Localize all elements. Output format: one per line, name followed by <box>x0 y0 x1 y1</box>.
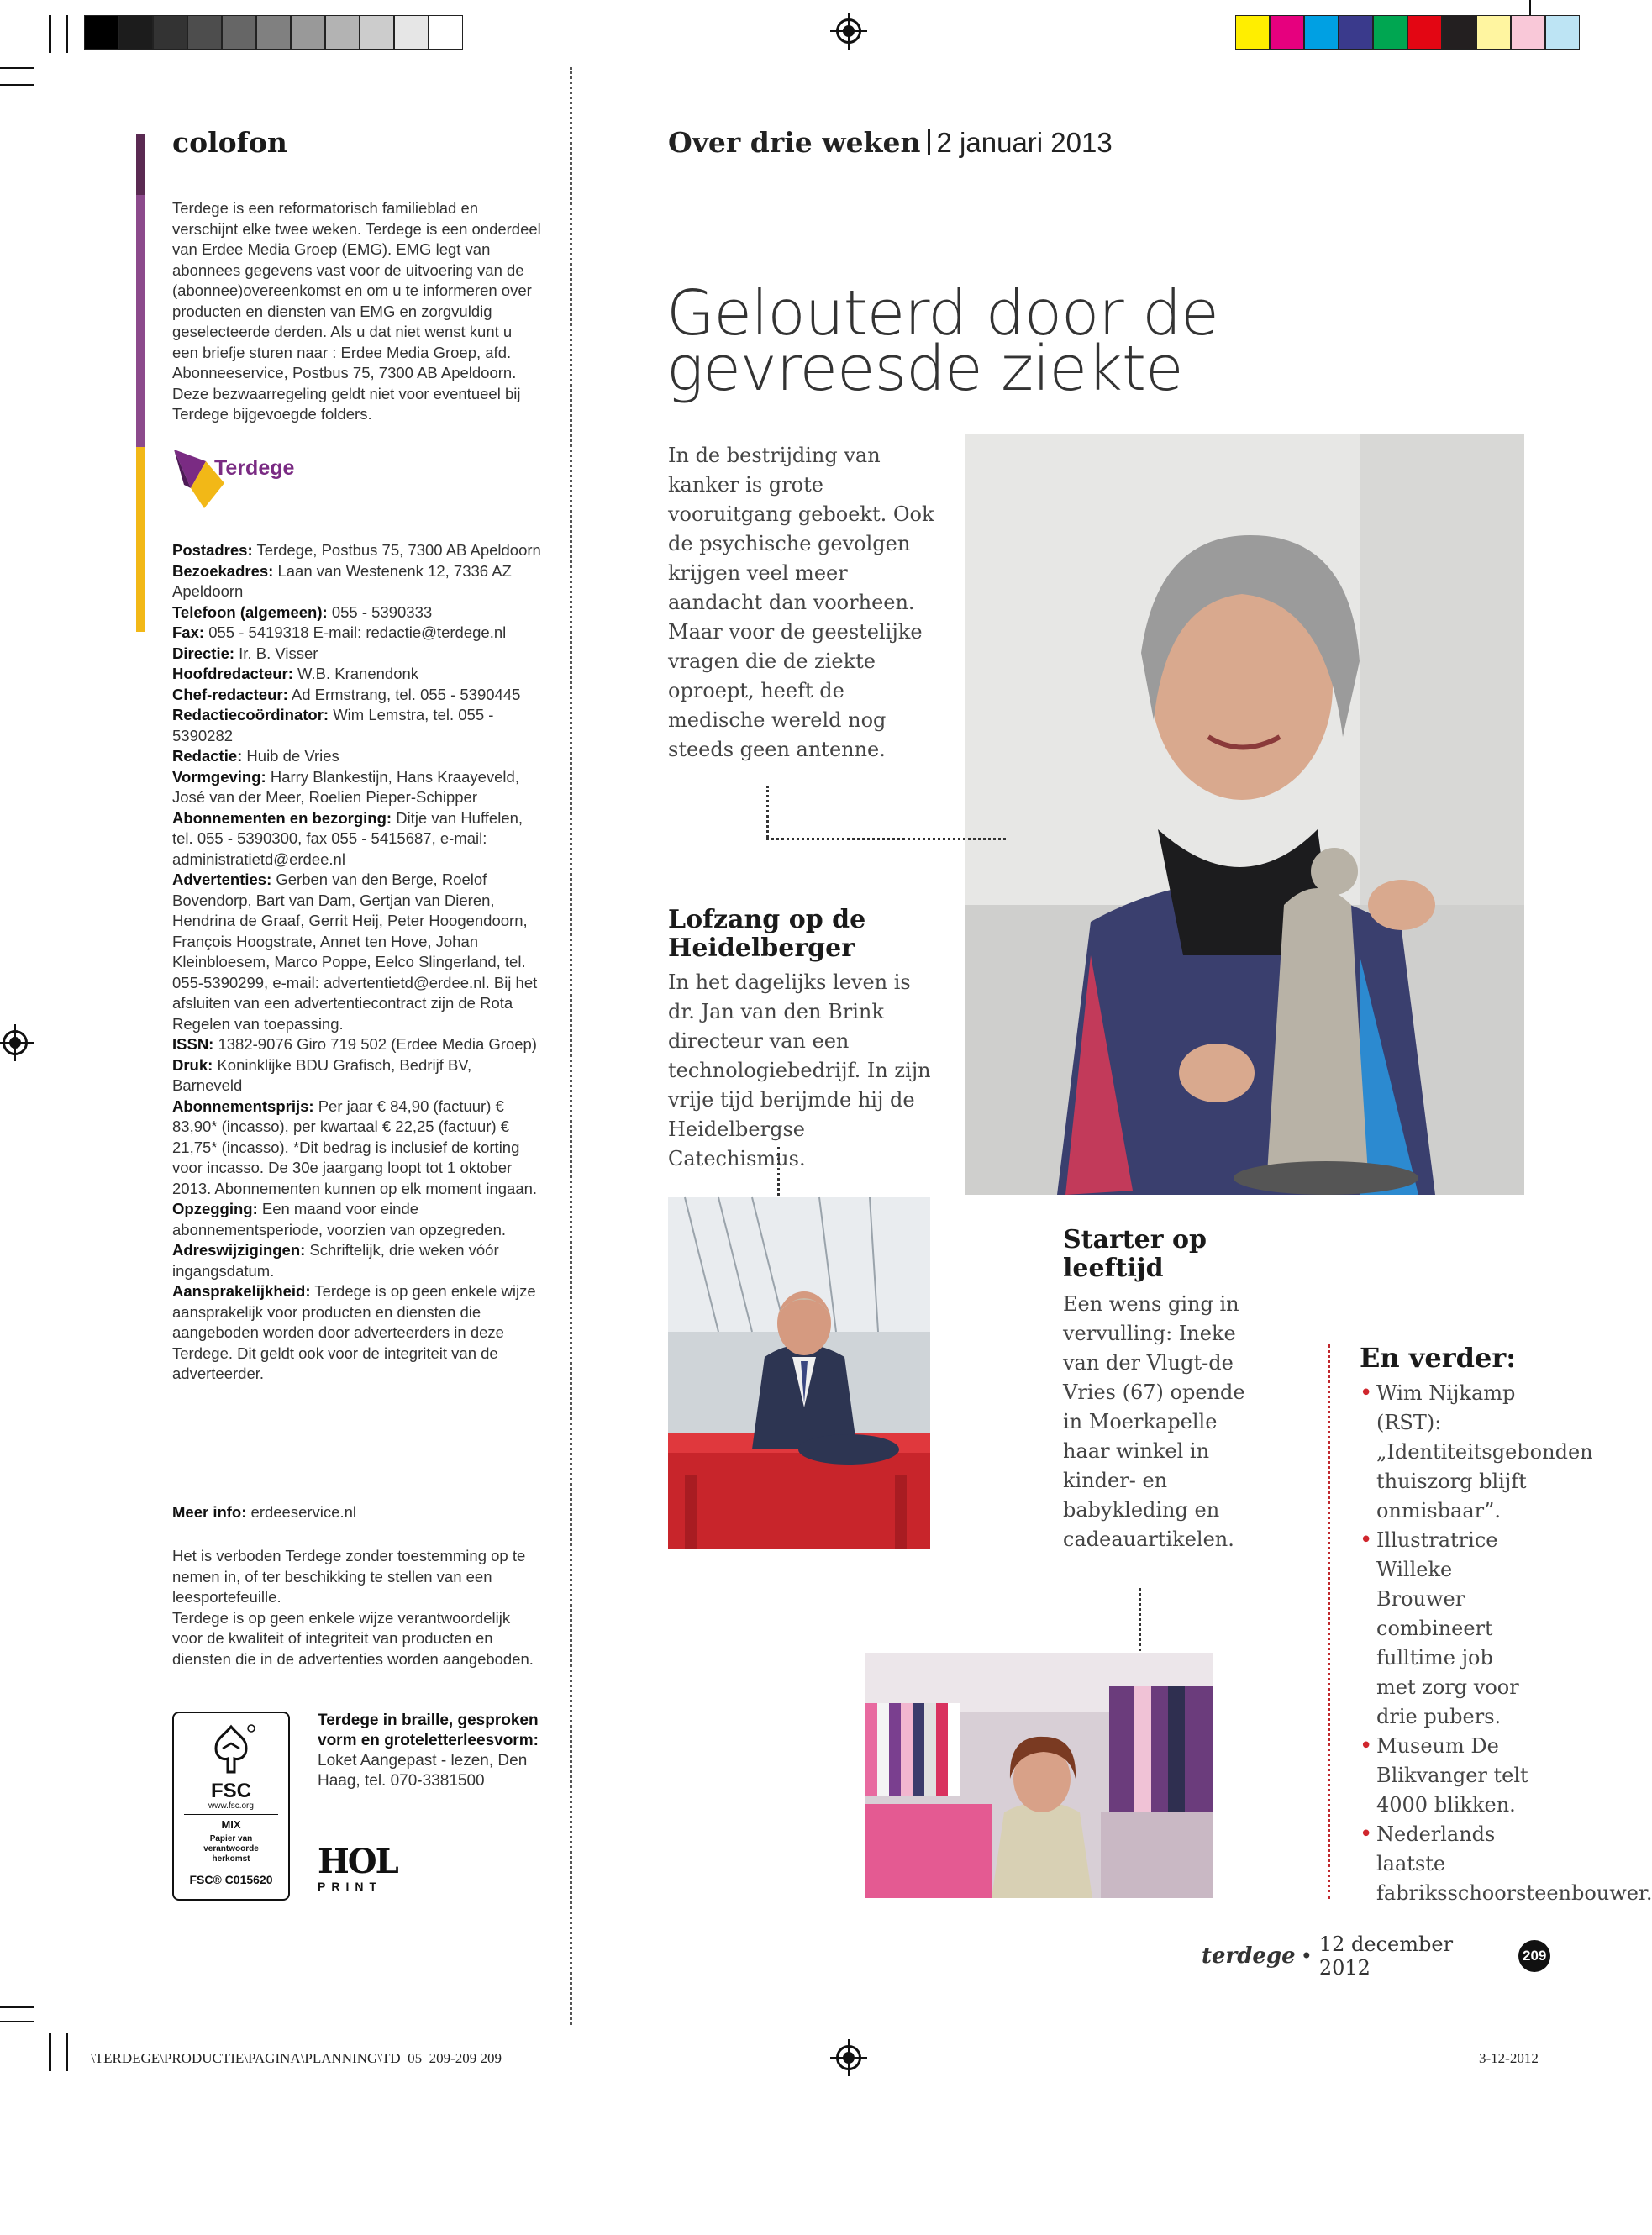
colofon-entry-text: Schriftelijk, drie weken vóór ingangsdatum. <box>172 1241 499 1280</box>
colofon-entry <box>172 561 542 602</box>
terdege-logo-text: Terdege <box>214 456 295 480</box>
hol-print-word: PRINT <box>318 1880 382 1893</box>
connector-line <box>1139 1588 1141 1651</box>
colofon-stripe <box>136 447 145 632</box>
colofon-entry-text: Gerben van den Berge, Roelof Bovendorp, Bart van Dam, Gertjan van Dieren, Hendrina de Graaf, Gerrit Heij, Peter Hoogendoorn, François Hoogstrate, Annet ten Hove, Johan Kleinbloesem, Marco Poppe, Eelco Slingerland, tel. 055-5390299, e-mail: advertentietd@erdee.nl. Bij het afsluiten van een advertentiecontract zijn de Rota Regelen van toepassing. <box>172 870 538 1033</box>
color-swatch <box>1476 15 1511 50</box>
colofon-stripe <box>136 195 145 447</box>
colofon-entry-text: Per jaar € 84,90 (factuur) € 83,90* (incasso), per kwartaal € 22,25 (factuur) € 21,75* (incasso). *Dit bedrag is inclusief de korting voor incasso. De 30e jaargang loopt tot 1 oktober 2013. Abonnementen kunnen op elk moment ingaan. <box>172 1096 538 1197</box>
colofon-entry-text: 055 - 5419318 E-mail: redactie@terdege.nl <box>208 623 507 641</box>
colofon-entry <box>172 808 542 870</box>
color-swatch <box>256 15 291 50</box>
colofon-entry-label: Opzegging: <box>172 1200 258 1217</box>
colofon-entry <box>172 644 542 665</box>
en-verder-title: En verder: <box>1360 1342 1517 1374</box>
section-title: Over drie weken <box>668 126 921 159</box>
meer-info <box>172 1502 542 1523</box>
column-divider <box>570 67 572 2025</box>
colofon-entry-label: Vormgeving: <box>172 767 266 786</box>
fsc-label <box>172 1712 290 1901</box>
footer-brand: terdege <box>1202 1943 1296 1969</box>
color-swatch <box>1270 15 1304 50</box>
colofon-entry-label: Hoofdredacteur: <box>172 665 293 682</box>
list-item: • Nederlands laatste fabriksschoorsteenbouwer. <box>1360 1820 1532 1908</box>
colofon-entry-text: Harry Blankestijn, Hans Kraayeveld, José van der Meer, Roelien Pieper-Schipper <box>172 767 519 806</box>
colofon-entry <box>172 623 542 644</box>
color-swatch <box>360 15 394 50</box>
registration-mark-icon <box>836 18 861 44</box>
colofon-entry <box>172 1240 542 1281</box>
registration-mark-icon <box>3 1030 28 1055</box>
colofon-entry <box>172 705 542 746</box>
colofon-entry <box>172 1055 542 1096</box>
list-item: • Illustratrice Willeke Brouwer combineert fulltime job met zorg voor drie pubers. <box>1360 1526 1532 1732</box>
print-date: 3-12-2012 <box>1479 2050 1539 2066</box>
colofon-entry-label: Adreswijzigingen: <box>172 1241 306 1259</box>
colofon-entry <box>172 664 542 685</box>
colofon-entry-label: Redactiecoördinator: <box>172 706 329 723</box>
story-starter-text: Een wens ging in vervulling: Ineke van der Vlugt-de Vries (67) opende in Moerkapelle haar winkel in kinder- en babykleding en cadeauartikelen. <box>1063 1292 1245 1551</box>
fsc-line1: Papier van <box>209 1834 253 1843</box>
color-swatch <box>1373 15 1407 50</box>
en-verder-rule <box>1328 1344 1330 1899</box>
colofon-entry-text: Koninklijke BDU Grafisch, Bedrijf BV, Barneveld <box>172 1055 472 1094</box>
colofon-entry <box>172 746 542 767</box>
colofon-entry-text: Ditje van Huffelen, tel. 055 - 5390300, fax 055 - 5415687, e-mail: administratietd@erdee.nl <box>172 808 523 868</box>
color-swatch <box>153 15 187 50</box>
colofon-entry <box>172 1199 542 1240</box>
fsc-url: www.fsc.org <box>208 1801 254 1811</box>
en-verder-list <box>1360 1379 1652 1908</box>
colofon-entry-label: Bezoekadres: <box>172 561 274 580</box>
crop-mark <box>0 2006 34 2008</box>
color-swatch <box>222 15 256 50</box>
colofon-entry-text: Een maand voor einde abonnementsperiode, voorzien van opzegreden. <box>172 1200 507 1238</box>
color-swatch <box>291 15 325 50</box>
fsc-line2: verantwoorde <box>203 1844 259 1854</box>
connector-line <box>766 838 1006 840</box>
braille-info <box>318 1711 561 1791</box>
disclaimer-2: Terdege is op geen enkele wijze verantwoordelijk voor de kwaliteit of integriteit van producten en diensten die in de advertenties worden aangeboden. <box>172 1608 534 1668</box>
section-separator <box>928 129 930 155</box>
colofon-entry-label: Chef-redacteur: <box>172 685 288 703</box>
list-item: • Museum De Blikvanger telt 4000 blikken. <box>1360 1732 1532 1820</box>
color-swatch <box>1511 15 1545 50</box>
color-swatch <box>394 15 429 50</box>
color-swatch <box>1442 15 1476 50</box>
colofon-intro: Terdege is een reformatorisch familieblad en verschijnt elke twee weken. Terdege is een onderdeel van Erdee Media Groep (EMG). EMG legt van abonnees gegevens vast voor de uitvoering van de (abonnee)overeenkomst en om u te informeren over producten en diensten van EMG en zorgvuldig geselecteerde derden. Als u dat niet wenst kunt u een briefje sturen naar : Erdee Media Groep, afd. Abonneeservice, Postbus 75, 7300 AB Apeldoorn. Deze bezwaarregeling geldt niet voor eventueel bij Terdege bijgevoegde folders. <box>172 199 541 423</box>
colofon-entry-text: Terdege, Postbus 75, 7300 AB Apeldoorn <box>256 541 541 559</box>
colofon-entry <box>172 602 542 623</box>
colofon-entry <box>172 767 542 808</box>
meer-info-label: Meer info: <box>172 1503 247 1521</box>
colofon-entry-label: Postadres: <box>172 541 253 559</box>
grayscale-color-bar <box>84 15 463 50</box>
color-swatch <box>1235 15 1270 50</box>
colofon-entry-label: Redactie: <box>172 747 243 765</box>
hol-print-logo <box>318 1844 402 1899</box>
colofon-details <box>172 540 542 1385</box>
story-heidelberger-title: Lofzang op de Heidelberger <box>668 905 866 963</box>
page-number: 209 <box>1518 1940 1550 1972</box>
crop-mark <box>66 15 68 53</box>
colofon-entry-text: 055 - 5390333 <box>331 602 433 621</box>
colofon-entry-label: Fax: <box>172 623 205 641</box>
crop-mark <box>49 2033 51 2071</box>
fsc-code: FSC® C015620 <box>189 1873 273 1886</box>
colofon-entry <box>172 1096 542 1200</box>
crop-mark <box>0 84 34 86</box>
color-swatch <box>1545 15 1580 50</box>
disclaimer-1: Het is verboden Terdege zonder toestemming op te nemen in, of ter beschikking te stellen van een leesportefeuille. <box>172 1547 526 1606</box>
registration-mark-icon <box>836 2045 861 2070</box>
crop-mark <box>0 2021 34 2022</box>
hol-mark: HOL <box>318 1842 397 1881</box>
process-color-bar <box>1235 15 1580 50</box>
colofon-entry <box>172 1034 542 1055</box>
colofon-entry-label: Telefoon (algemeen): <box>172 602 328 621</box>
braille-text: Loket Aangepast - lezen, Den Haag, tel. 070-3381500 <box>318 1752 528 1790</box>
section-header <box>668 126 1113 159</box>
photo-woman-shop <box>865 1653 1213 1898</box>
disclaimer <box>172 1546 542 1670</box>
color-swatch <box>1339 15 1373 50</box>
color-swatch <box>118 15 153 50</box>
lead-intro: In de bestrijding van kanker is grote vooruitgang geboekt. Ook de psychische gevolgen krijgen veel meer aandacht dan voorheen. Maar voor de geestelijke vragen die de ziekte oproept, heeft de medische wereld nog steeds geen antenne. <box>668 444 934 761</box>
colofon-entry-text: Terdege is op geen enkele wijze aansprakelijk voor producten en diensten die aangeboden worden door adverteerders in deze Terdege. Dit geldt ook voor de integriteit van de adverteerder. <box>172 1282 536 1382</box>
footer-bullet: • <box>1300 1944 1313 1968</box>
crop-mark <box>49 15 51 53</box>
colofon-entry-text: Laan van Westenenk 12, 7336 AZ Apeldoorn <box>172 561 512 600</box>
fsc-tree-icon <box>197 1720 265 1779</box>
terdege-logo <box>172 450 307 517</box>
colofon-entry <box>172 540 542 561</box>
color-swatch <box>187 15 222 50</box>
colofon-entry-label: Abonnementen en bezorging: <box>172 808 392 827</box>
footer-date: 12 december 2012 <box>1318 1933 1454 1980</box>
colofon-entry-text: Ad Ermstrang, tel. 055 - 5390445 <box>291 685 521 703</box>
colofon-stripe <box>136 134 145 195</box>
colofon-entry-text: W.B. Kranendonk <box>297 665 419 682</box>
colofon-entry-label: Abonnementsprijs: <box>172 1096 314 1115</box>
colofon-entry-label: Aansprakelijkheid: <box>172 1282 311 1300</box>
story-heidelberger-text: In het dagelijks leven is dr. Jan van den Brink directeur van een technologiebedrijf. In zijn vrije tijd berijmde hij de Heidelbergse Catechismus. <box>668 970 931 1170</box>
photo-woman-sculpture <box>965 434 1524 1195</box>
colofon-entry-label: Directie: <box>172 644 235 662</box>
file-slug: \TERDEGE\PRODUCTIE\PAGINA\PLANNING\TD_05_209-209 209 <box>91 2050 502 2066</box>
colofon-entry <box>172 1281 542 1385</box>
page-footer <box>1202 1933 1550 1980</box>
fsc-mix: MIX <box>184 1814 278 1831</box>
colofon-entry <box>172 685 542 706</box>
meer-info-link[interactable]: erdeeservice.nl <box>250 1503 356 1521</box>
crop-mark <box>66 2033 68 2071</box>
colofon-entry-label: Druk: <box>172 1055 213 1074</box>
fsc-name: FSC <box>211 1780 251 1802</box>
colofon-entry <box>172 870 542 1034</box>
headline: Gelouterd door de gevreesde ziekte <box>666 277 1218 405</box>
colofon-entry-text: Ir. B. Visser <box>239 644 318 662</box>
colofon-entry-text: 1382-9076 Giro 719 502 (Erdee Media Groep) <box>218 1035 537 1053</box>
connector-line <box>766 786 769 838</box>
colofon-entry-label: Advertenties: <box>172 870 272 888</box>
list-item: • Wim Nijkamp (RST): „Identiteitsgebonden thuiszorg blijft onmisbaar”. <box>1360 1379 1532 1526</box>
colofon-entry-text: Wim Lemstra, tel. 055 - 5390282 <box>172 706 494 744</box>
colofon-entry-text: Huib de Vries <box>246 747 339 765</box>
braille-title: Terdege in braille, gesproken vorm en groteletterleesvorm: <box>318 1712 539 1749</box>
color-swatch <box>1407 15 1442 50</box>
colofon-entry-label: ISSN: <box>172 1035 214 1053</box>
connector-line <box>777 1147 780 1196</box>
colofon-title: colofon <box>172 126 287 159</box>
color-swatch <box>429 15 463 50</box>
color-swatch <box>325 15 360 50</box>
color-swatch <box>84 15 118 50</box>
color-swatch <box>1304 15 1339 50</box>
section-date: 2 januari 2013 <box>936 127 1113 158</box>
crop-mark <box>0 67 34 69</box>
fsc-line3: herkomst <box>212 1854 250 1864</box>
story-starter-title: Starter op leeftijd <box>1063 1225 1207 1283</box>
photo-man-red-bench <box>668 1197 930 1549</box>
